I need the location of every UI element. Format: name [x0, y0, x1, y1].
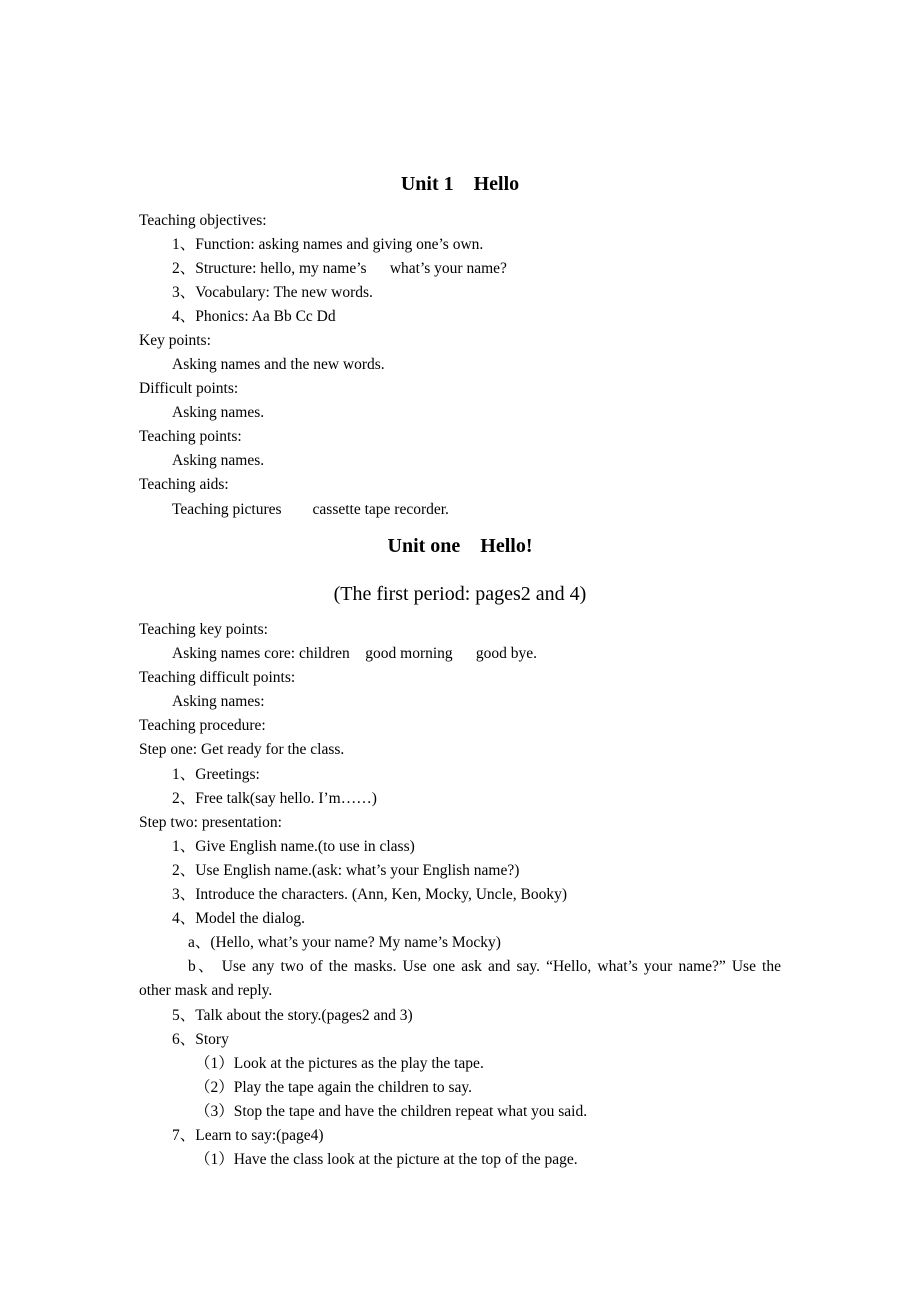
difficult-points-heading: Difficult points:	[139, 380, 239, 397]
key-points-text: Asking names and the new words.	[172, 356, 385, 373]
unit-one-title: Unit one Hello!	[387, 535, 533, 557]
teaching-difficult-points-heading: Teaching difficult points:	[139, 669, 296, 686]
step-two-item: 2、Use English name.(ask: what’s your English name?)	[172, 862, 520, 879]
teaching-key-points-text: Asking names core: children good morning good bye.	[172, 645, 538, 662]
key-points-heading: Key points:	[139, 332, 211, 349]
objective-item: 3、Vocabulary: The new words.	[172, 284, 373, 301]
step-two-item: 5、Talk about the story.(pages2 and 3)	[172, 1007, 413, 1024]
period-subtitle: (The first period: pages2 and 4)	[333, 583, 587, 605]
difficult-points-text: Asking names.	[172, 404, 265, 421]
teaching-points-heading: Teaching points:	[139, 428, 242, 445]
dialog-item-b	[139, 955, 781, 1003]
learn-item: （1）Have the class look at the picture at the top of the page.	[195, 1151, 578, 1168]
teaching-aids-heading: Teaching aids:	[139, 476, 229, 493]
teaching-difficult-points-text: Asking names:	[172, 693, 265, 710]
unit-title: Unit 1 Hello	[400, 173, 520, 195]
step-two-item: 4、Model the dialog.	[172, 910, 306, 927]
story-item: （2）Play the tape again the children to say.	[195, 1079, 473, 1096]
objective-item: 1、Function: asking names and giving one’s own.	[172, 236, 484, 253]
story-item: （1）Look at the pictures as the play the tape.	[195, 1055, 484, 1072]
dialog-item-a: a、(Hello, what’s your name? My name’s Mocky)	[188, 934, 501, 951]
step-two-item: 6、Story	[172, 1031, 229, 1048]
step-two-item: 1、Give English name.(to use in class)	[172, 838, 415, 855]
step-one-heading: Step one: Get ready for the class.	[139, 741, 345, 758]
teaching-key-points-heading: Teaching key points:	[139, 621, 268, 638]
step-two-item: 7、Learn to say:(page4)	[172, 1127, 324, 1144]
step-one-item: 1、Greetings:	[172, 766, 260, 783]
dialog-item-b-line2: other mask and reply.	[139, 982, 273, 999]
step-one-item: 2、Free talk(say hello. I’m……)	[172, 790, 377, 807]
objective-item: 4、Phonics: Aa Bb Cc Dd	[172, 308, 336, 325]
step-two-heading: Step two: presentation:	[139, 814, 282, 831]
step-two-item: 3、Introduce the characters. (Ann, Ken, Mocky, Uncle, Booky)	[172, 886, 567, 903]
procedure-heading: Teaching procedure:	[139, 717, 266, 734]
dialog-item-b-line1: b、 Use any two of the masks. Use one ask and say. “Hello, what’s your name?” Use the	[188, 958, 781, 975]
teaching-points-text: Asking names.	[172, 452, 265, 469]
objectives-heading: Teaching objectives:	[139, 212, 267, 229]
story-item: （3）Stop the tape and have the children repeat what you said.	[195, 1103, 588, 1120]
teaching-aids-text: Teaching pictures cassette tape recorder.	[172, 501, 449, 518]
objective-item: 2、Structure: hello, my name’s what’s your name?	[172, 260, 507, 277]
